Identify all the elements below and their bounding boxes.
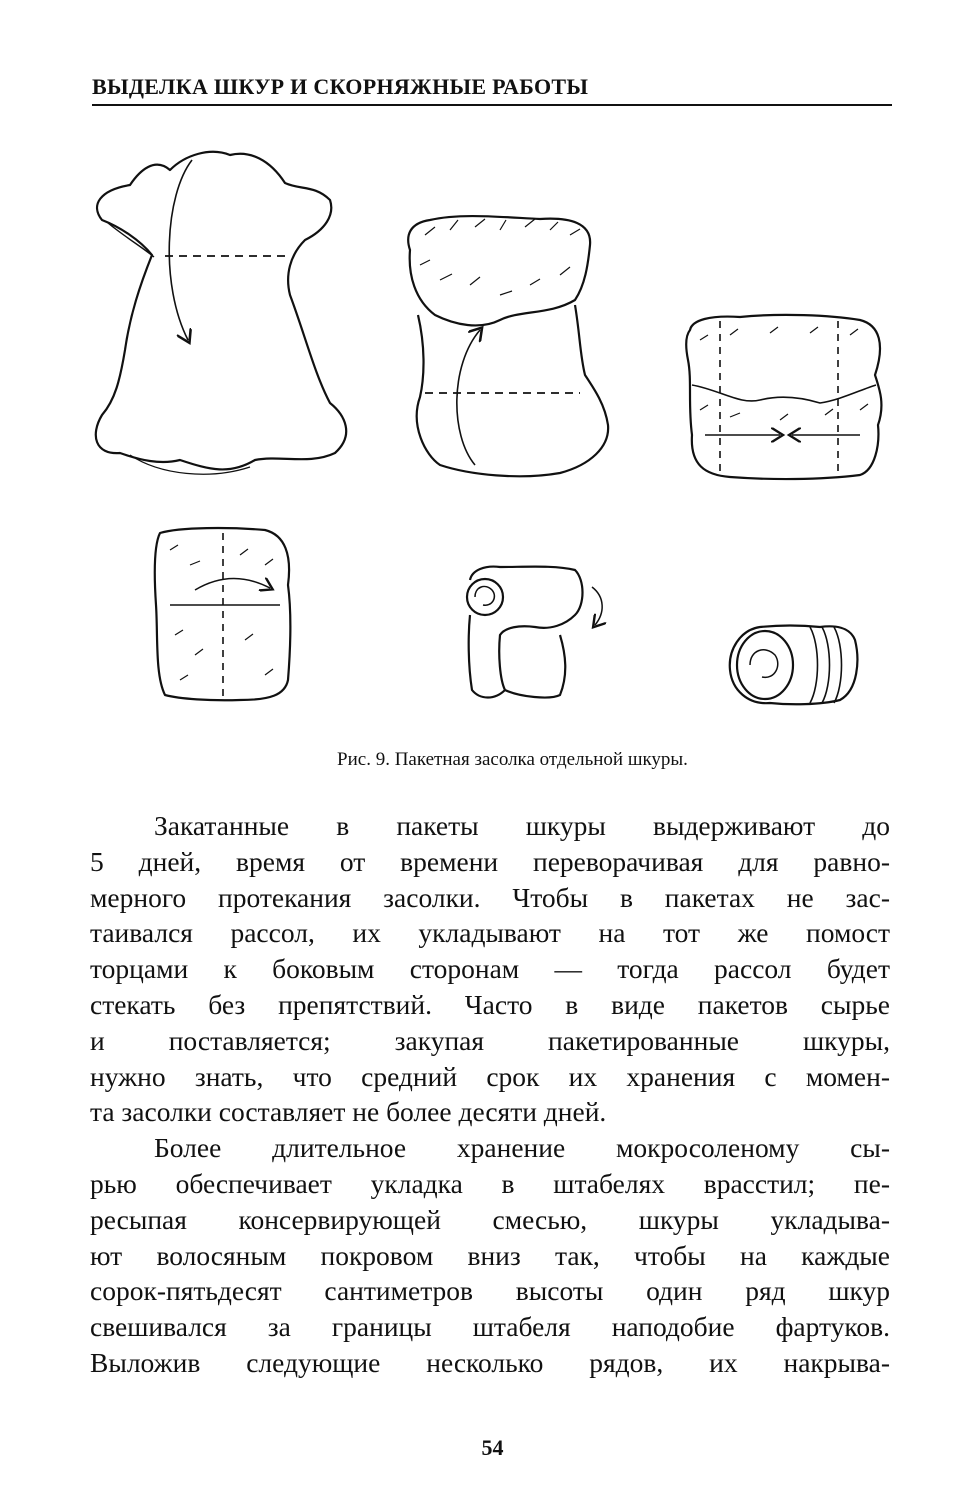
paragraph-1-line: стекать без препятствий. Часто в виде пакетов сырье: [90, 988, 890, 1020]
paragraph-2-line: сорок-пятьдесят сантиметров высоты один ряд шкур: [90, 1275, 890, 1307]
header-rule: [92, 104, 892, 106]
figure-illustration: [80, 135, 900, 725]
paragraph-2-line: Более длительное хранение мокросоленому сы-: [154, 1132, 890, 1164]
panel-skin-roll-tied: [730, 626, 858, 705]
paragraph-1-line: 5 дней, время от времени переворачивая для равно-: [90, 845, 890, 877]
panel-skin-folded-sides: [686, 315, 881, 479]
paragraph-1-line: мерного протекания засолки. Чтобы в пакетах не зас-: [90, 881, 890, 913]
paragraph-1-line: и поставляется; закупая пакетированные шкуры,: [90, 1024, 890, 1056]
page-number: 54: [481, 1435, 504, 1460]
body-text: [90, 808, 890, 1381]
paragraph-1-line: нужно знать, что средний срок их хранения с момен-: [90, 1060, 890, 1092]
panel-skin-flat: [96, 152, 346, 474]
paragraph-1-line: таивался рассол, их укладывают на тот же помост: [90, 917, 890, 949]
running-header: ВЫДЕЛКА ШКУР И СКОРНЯЖНЫЕ РАБОТЫ: [92, 74, 589, 99]
panel-skin-rolling: [467, 567, 602, 698]
paragraph-2-line: Выложив следующие несколько рядов, их накрыва-: [90, 1346, 890, 1378]
panel-skin-folded-top: [408, 216, 608, 476]
paragraph-1-line: Закатанные в пакеты шкуры выдерживают до: [154, 810, 890, 841]
paragraph-2-line: свешивался за границы штабеля наподобие фартуков.: [90, 1311, 890, 1343]
paragraph-2-line: ют волосяным покровом вниз так, чтобы на каждые: [90, 1239, 890, 1271]
paragraph-2-line: ресыпая консервирующей смесью, шкуры укладыва-: [90, 1203, 890, 1235]
paragraph-1-line: та засолки составляет не более десяти дней.: [90, 1096, 607, 1128]
figure-caption: Рис. 9. Пакетная засолка отдельной шкуры.: [337, 749, 688, 770]
paragraph-2-line: рью обеспечивает укладка в штабелях врасстил; пе-: [90, 1167, 890, 1199]
panel-skin-folded-half: [155, 528, 291, 700]
paragraph-1-line: торцами к боковым сторонам — тогда рассол будет: [90, 953, 890, 985]
